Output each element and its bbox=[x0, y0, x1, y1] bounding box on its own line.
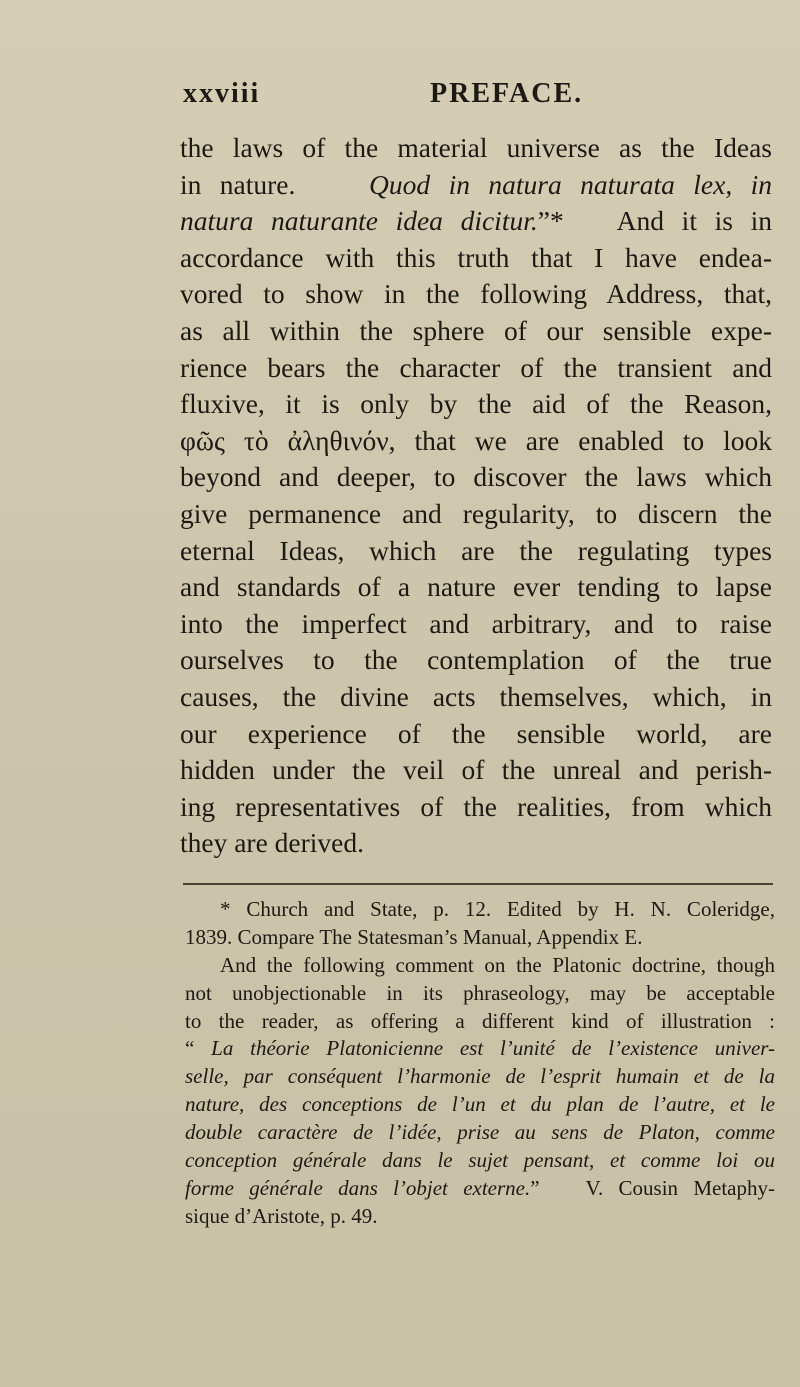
text-line: beyond and deeper, to discover the laws which bbox=[180, 461, 772, 493]
text-line: they are derived. bbox=[180, 827, 365, 859]
page-header bbox=[183, 78, 760, 118]
text-span: in nature. bbox=[180, 168, 296, 200]
text-line: as all within the sphere of our sensible expe- bbox=[180, 314, 772, 346]
text-line: and standards of a nature ever tending to lapse bbox=[180, 571, 772, 603]
text-line: the laws of the material universe as the Ideas bbox=[180, 132, 772, 163]
footnote-line: 1839. Compare The Statesman’s Manual, Appendix E. bbox=[185, 924, 643, 949]
footnote-divider bbox=[183, 883, 773, 885]
footnote-marker: ”* bbox=[537, 205, 564, 237]
close-quote: ” bbox=[530, 1175, 540, 1200]
text-line: rience bears the character of the transient and bbox=[180, 351, 772, 383]
footnote-line: to the reader, as offering a different kind of illustration : bbox=[185, 1008, 775, 1033]
footnote-line: sique d’Aristote, p. 49. bbox=[185, 1203, 378, 1228]
latin-quote: natura naturante idea dicitur. bbox=[180, 205, 538, 237]
french-quote: conception générale dans le sujet pensant, et comme loi ou bbox=[185, 1148, 775, 1173]
text-line: into the imperfect and arbitrary, and to raise bbox=[180, 607, 772, 639]
footnote-line bbox=[185, 1091, 775, 1119]
text-line: give permanence and regularity, to discern the bbox=[180, 497, 772, 529]
open-quote: “ bbox=[185, 1036, 195, 1061]
text-line bbox=[180, 423, 772, 460]
text-line: eternal Ideas, which are the regulating types bbox=[180, 534, 772, 566]
french-quote: nature, des conceptions de l’un et du plan de l’autre, et le bbox=[185, 1092, 775, 1117]
footnote bbox=[185, 896, 775, 1231]
french-quote: La théorie Platonicienne est l’unité de l’existence univer- bbox=[211, 1036, 776, 1061]
body-paragraph bbox=[180, 130, 772, 862]
text-line: causes, the divine acts themselves, which, in bbox=[180, 680, 772, 712]
text-line: accordance with this truth that I have endea- bbox=[180, 241, 772, 273]
greek-phrase: φῶς τὸ ἀληθινόν, bbox=[180, 424, 396, 456]
french-quote: selle, par conséquent l’harmonie de l’esprit humain et de la bbox=[185, 1064, 775, 1089]
footnote-line bbox=[185, 1175, 775, 1203]
citation: V. Cousin Metaphy- bbox=[585, 1175, 776, 1200]
footnote-line bbox=[185, 1119, 775, 1147]
french-quote: double caractère de l’idée, prise au sens de Platon, comme bbox=[185, 1120, 775, 1145]
footnote-line bbox=[185, 1147, 775, 1175]
footnote-line: not unobjectionable in its phraseology, may be acceptable bbox=[185, 980, 775, 1005]
text-line: ourselves to the contemplation of the true bbox=[180, 644, 772, 676]
text-line bbox=[180, 167, 772, 204]
footnote-line bbox=[185, 1063, 775, 1091]
text-line: fluxive, it is only by the aid of the Reason, bbox=[180, 388, 772, 420]
text-line bbox=[180, 203, 772, 240]
footnote-line: And the following comment on the Platonic doctrine, though bbox=[220, 952, 775, 977]
text-span: that we are enabled to look bbox=[414, 424, 772, 456]
text-line: vored to show in the following Address, that, bbox=[180, 278, 772, 310]
text-line: hidden under the veil of the unreal and perish- bbox=[180, 754, 772, 786]
french-quote: forme générale dans l’objet externe. bbox=[185, 1175, 531, 1200]
text-line: our experience of the sensible world, are bbox=[180, 717, 772, 749]
footnote-line bbox=[185, 1035, 775, 1063]
running-title: PREFACE. bbox=[430, 78, 584, 109]
footnote-line: * Church and State, p. 12. Edited by H. N. Coleridge, bbox=[220, 897, 775, 921]
page-number: xxviii bbox=[183, 78, 261, 109]
text-line: ing representatives of the realities, from which bbox=[180, 790, 772, 822]
latin-quote: Quod in natura naturata lex, in bbox=[369, 168, 772, 200]
text-span: And it is in bbox=[616, 205, 772, 237]
